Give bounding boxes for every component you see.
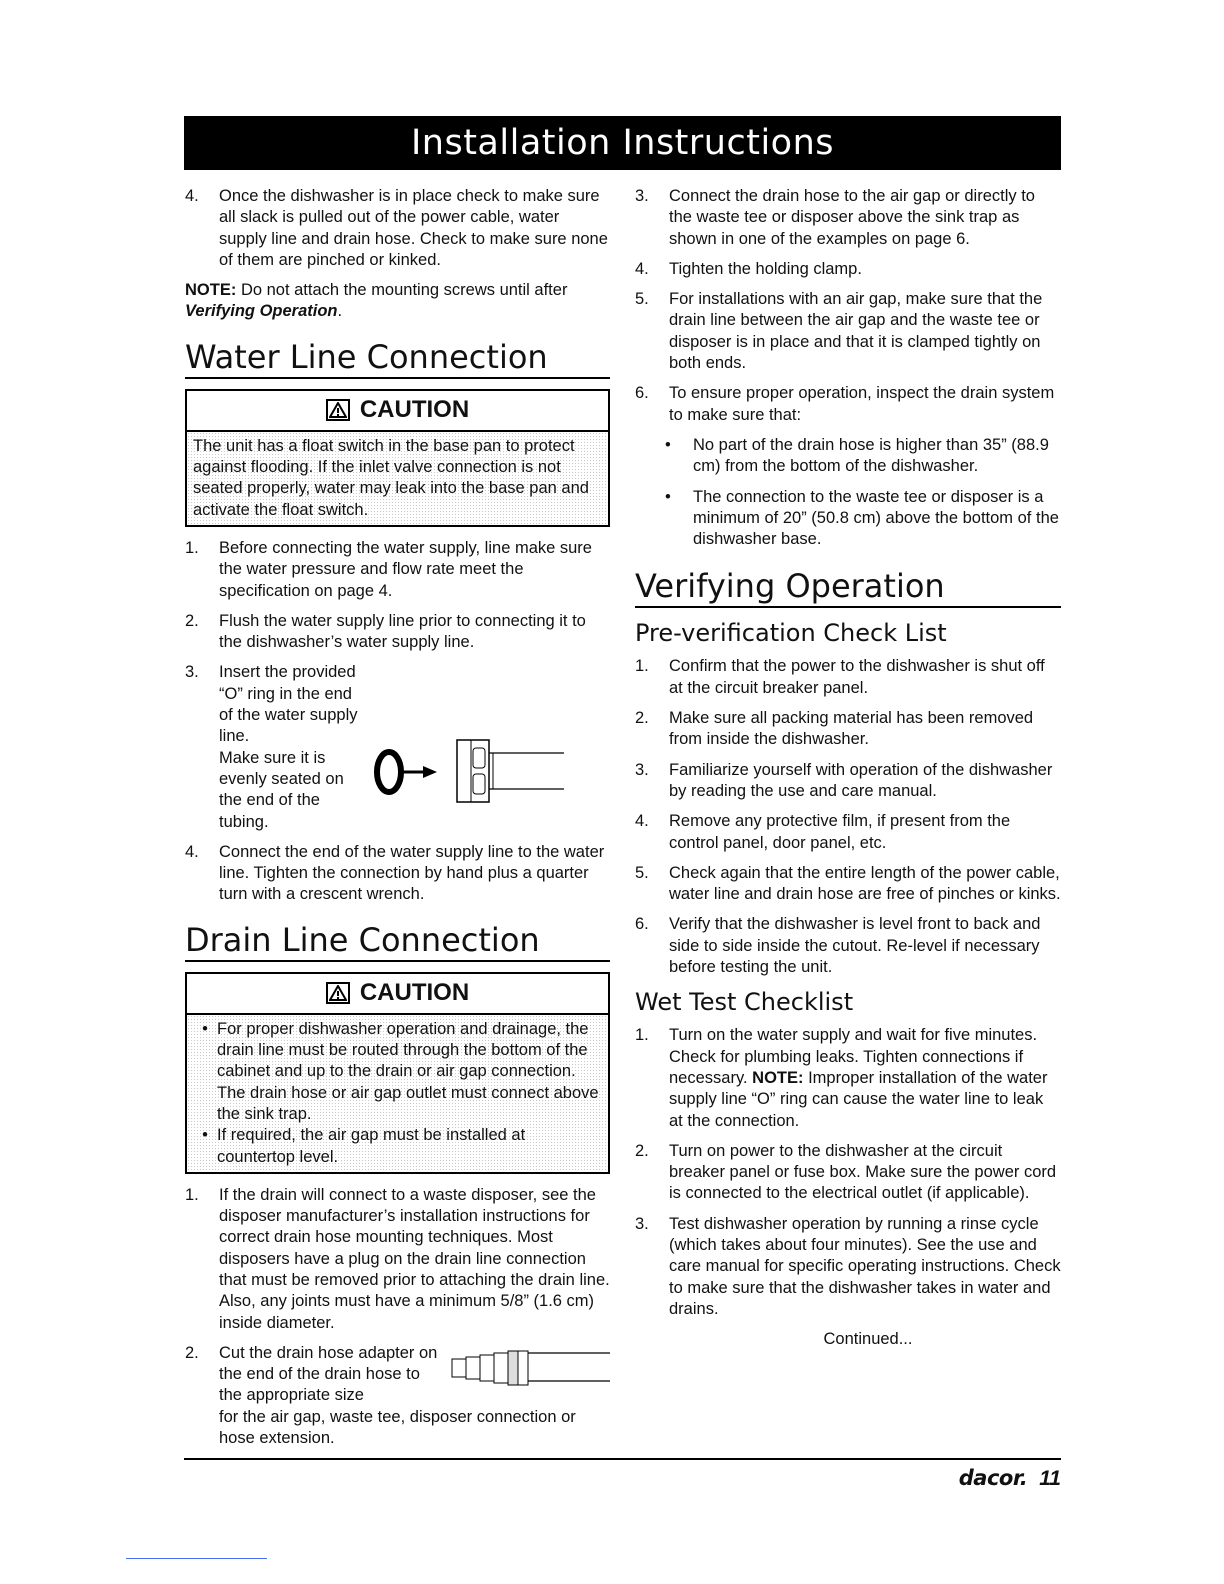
item-text: Test dishwasher operation by running a rinse cycle (which takes about four minutes). See the use and care manual for specific operating instructions. Check to make sure that the dishwasher takes in water and drains.	[669, 1214, 1061, 1318]
bullet-text: If required, the air gap must be installed at countertop level.	[217, 1126, 526, 1166]
list-item	[185, 1343, 610, 1449]
item-text: Once the dishwasher is in place check to make sure all slack is pulled out of the power cable, water supply line and drain hose. Check to make sure none of them are pinched or kinked.	[219, 187, 608, 269]
item-text: If the drain will connect to a waste disposer, see the disposer manufacturer’s installation instructions for correct drain hose mounting techniques. Most disposers have a plug on the drain line connection that must be removed prior to attaching the drain line. Also, any joints must have a minimum 5/8” (1.6 cm) inside diameter.	[219, 1185, 610, 1332]
item-number: 1.	[635, 1026, 649, 1045]
list-item	[635, 259, 1061, 280]
note-ref: Verifying Operation	[185, 302, 338, 321]
o-ring-figure	[369, 748, 589, 833]
list-item	[635, 186, 1061, 250]
note	[185, 280, 610, 323]
wet-test-heading: Wet Test Checklist	[635, 988, 854, 1017]
list-item	[635, 383, 1061, 426]
list-item	[635, 1025, 1061, 1131]
water-line-heading: Water Line Connection	[185, 337, 610, 379]
left-column	[185, 186, 610, 1458]
item-text: Insert the provided “O” ring in the end of the water supply line.	[219, 663, 358, 746]
list-item	[635, 708, 1061, 751]
bullet-text: No part of the drain hose is higher than 35” (88.9 cm) from the bottom of the dishwasher.	[693, 435, 1049, 476]
item-number: 3.	[185, 663, 199, 682]
note-end: .	[337, 302, 343, 321]
item-number: 4.	[185, 187, 199, 205]
item-number: 2.	[635, 709, 649, 728]
warning-icon	[326, 399, 350, 421]
item-number: 3.	[635, 1214, 649, 1233]
item-number: 1.	[185, 1185, 199, 1204]
list-item	[185, 842, 610, 906]
bullet-dot: •	[202, 1019, 208, 1038]
item-number: 3.	[635, 760, 649, 779]
bullet-item	[659, 435, 1061, 478]
warning-icon	[326, 982, 350, 1004]
item-number: 6.	[635, 384, 649, 403]
item-number: 4.	[635, 259, 649, 278]
item-text: For installations with an air gap, make sure that the drain line between the air gap and the waste tee or disposer is in place and that it is clamped tightly on both ends.	[669, 290, 1043, 373]
list-item	[185, 186, 610, 271]
item-text: Confirm that the power to the dishwasher is shut off at the circuit breaker panel.	[669, 657, 1045, 697]
caution-title	[187, 974, 608, 1015]
caution-bullet	[193, 1019, 602, 1125]
continued-text: Continued...	[823, 1330, 913, 1349]
bullet-text: The connection to the waste tee or disposer is a minimum of 20” (50.8 cm) above the bottom of the dishwasher base.	[693, 487, 1059, 549]
item-text: Turn on the water supply and wait for five minutes. Check for plumbing leaks. Tighten connections if necessary.	[669, 1026, 1038, 1087]
page-footer	[959, 1466, 1061, 1491]
item-number: 4.	[635, 812, 649, 831]
item-number: 5.	[635, 863, 649, 882]
note-label: NOTE:	[752, 1068, 804, 1087]
list-item	[635, 1214, 1061, 1320]
note-label: NOTE:	[185, 281, 237, 300]
item-text: Make sure it is evenly seated on the end of the tubing.	[219, 748, 344, 831]
list-item	[185, 611, 610, 654]
list-item	[635, 1141, 1061, 1205]
list-item	[635, 760, 1061, 803]
list-item	[635, 811, 1061, 854]
caution-text: The unit has a float switch in the base pan to protect against flooding. If the inlet valve connection is not seated properly, water may leak into the base pan and activate the float switch.	[187, 432, 608, 525]
item-number: 4.	[185, 842, 199, 861]
bullet-dot: •	[665, 435, 671, 454]
item-number: 2.	[185, 611, 199, 630]
item-number: 6.	[635, 915, 649, 934]
item-number: 1.	[635, 657, 649, 676]
list-item	[635, 914, 1061, 978]
note-text: Do not attach the mounting screws until after	[240, 281, 568, 300]
item-text: Before connecting the water supply, line make sure the water pressure and flow rate meet the specification on page 4.	[219, 538, 592, 600]
item-text: Turn on power to the dishwasher at the circuit breaker panel or fuse box. Make sure the power cord is connected to the electrical outlet (if applicable).	[669, 1141, 1057, 1203]
bullet-text: For proper dishwasher operation and drainage, the drain line must be routed through the bottom of the cabinet and up to the drain or air gap connection. The drain hose or air gap outlet must connect above the sink trap.	[217, 1019, 599, 1123]
page-number: 11	[1039, 1467, 1061, 1490]
item-number: 5.	[635, 290, 649, 309]
caution-body	[187, 1015, 608, 1172]
list-item	[635, 289, 1061, 374]
item-number: 2.	[635, 1141, 649, 1160]
item-number: 3.	[635, 187, 649, 205]
caution-title	[187, 391, 608, 432]
item-text: Tighten the holding clamp.	[669, 259, 862, 278]
hose-adapter-figure	[444, 1343, 615, 1407]
item-text: Connect the end of the water supply line to the water line. Tighten the connection by hand plus a quarter turn with a crescent wrench.	[219, 842, 605, 904]
caution-label: CAUTION	[359, 978, 470, 1006]
caution-label: CAUTION	[359, 395, 470, 423]
item-text: Flush the water supply line prior to connecting it to the dishwasher’s water supply line.	[219, 611, 586, 652]
item-text: Familiarize yourself with operation of the dishwasher by reading the use and care manual.	[669, 760, 1053, 800]
item-text: for the air gap, waste tee, disposer connection or hose extension.	[219, 1407, 576, 1448]
item-text: Check again that the entire length of the power cable, water line and drain hose are free of pinches or kinks.	[669, 863, 1061, 904]
brand-logo: dacor.	[958, 1466, 1028, 1490]
item-text: To ensure proper operation, inspect the drain system to make sure that:	[669, 384, 1055, 424]
list-item	[635, 863, 1061, 906]
pre-verification-heading: Pre-verification Check List	[635, 619, 947, 648]
drain-line-heading: Drain Line Connection	[185, 920, 610, 962]
drain-caution-box	[185, 972, 610, 1174]
item-text: Remove any protective film, if present from the control panel, door panel, etc.	[669, 812, 1011, 852]
list-item	[185, 538, 610, 602]
water-caution-box	[185, 389, 610, 527]
link-underline	[126, 1558, 267, 1559]
right-column	[635, 186, 1061, 1350]
item-number: 1.	[185, 538, 199, 557]
bullet-dot: •	[665, 487, 671, 506]
item-text: Make sure all packing material has been removed from inside the dishwasher.	[669, 709, 1034, 749]
item-text: Verify that the dishwasher is level front to back and side to side inside the cutout. Re-level if necessary before testing the unit.	[669, 915, 1041, 977]
item-number: 2.	[185, 1343, 199, 1362]
list-item	[185, 1185, 610, 1334]
list-item	[635, 656, 1061, 699]
page-banner: Installation Instructions	[184, 116, 1061, 170]
bullet-item	[659, 487, 1061, 551]
list-item	[185, 662, 610, 832]
item-text: Connect the drain hose to the air gap or directly to the waste tee or disposer above the sink trap as shown in one of the examples on page 6.	[669, 187, 1035, 248]
item-text: Improper installation of the water supply line “O” ring can cause the water line to leak at the connection.	[669, 1068, 1048, 1130]
item-text: Cut the drain hose adapter on the end of the drain hose to the appropriate size	[219, 1343, 438, 1405]
verifying-operation-heading: Verifying Operation	[635, 566, 1061, 608]
footer-rule	[184, 1458, 1061, 1460]
caution-bullet	[193, 1125, 602, 1168]
bullet-dot: •	[202, 1126, 208, 1145]
